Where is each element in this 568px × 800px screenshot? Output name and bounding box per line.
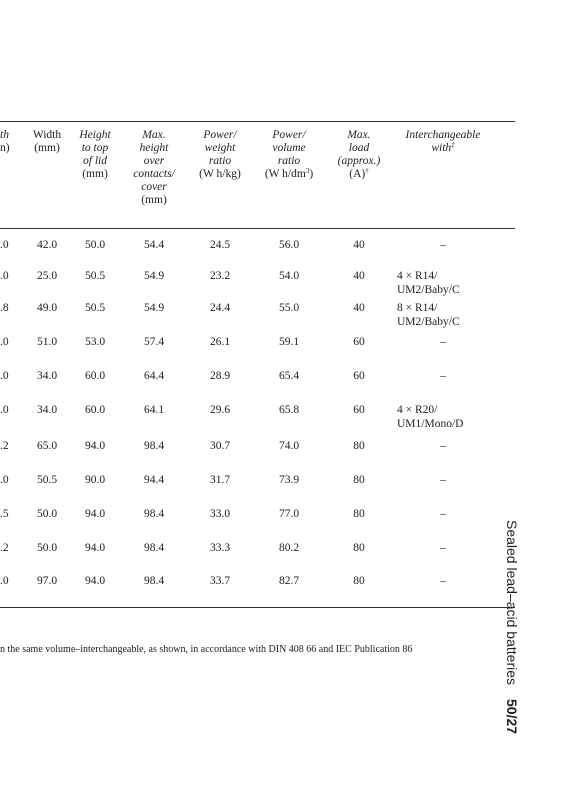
column-header [67, 129, 123, 181]
column-header-line: Power/ [203, 129, 237, 141]
column-header-line: weight [204, 142, 236, 154]
table-cell: 60 [353, 370, 365, 382]
table-cell: .5 [0, 508, 9, 520]
table-cell: 94.0 [84, 542, 106, 554]
table-cell: .2 [0, 542, 9, 554]
table-cell: 98.4 [143, 542, 165, 554]
table-cell: 50.0 [84, 239, 106, 251]
interchangeable-cell: – [440, 336, 446, 348]
column-header [190, 129, 250, 181]
table-cell: 50.5 [84, 270, 106, 282]
column-header-line: Interchangeable [405, 129, 481, 141]
table-cell: 98.4 [143, 575, 165, 587]
interchangeable-cell: 8 × R14/ [397, 302, 438, 314]
table-top-rule [0, 121, 515, 122]
column-header-line: (A)† [349, 167, 369, 180]
interchangeable-cell: 4 × R14/ [397, 270, 438, 282]
table-cell: 33.3 [209, 542, 231, 554]
table-cell: 50.5 [84, 302, 106, 314]
superscript: 3 [305, 167, 310, 175]
table-cell: .0 [0, 404, 9, 416]
table-cell: 40 [353, 270, 365, 282]
column-header-line: Max. [142, 129, 166, 141]
table-cell: 90.0 [84, 474, 106, 486]
table-cell: 65.0 [36, 440, 58, 452]
table-cell: 94.0 [84, 508, 106, 520]
table-cell: 80 [353, 508, 365, 520]
table-cell: .2 [0, 440, 9, 452]
table-footnote: n the same volume–interchangeable, as shown, in accordance with DIN 408 66 and IEC Publication 86 [0, 644, 413, 655]
table-cell: 50.0 [36, 542, 58, 554]
interchangeable-cell-line2: UM2/Baby/C [397, 284, 460, 296]
table-cell: .8 [0, 302, 9, 314]
column-header-line: contacts/ [133, 168, 175, 180]
running-head [502, 520, 522, 735]
table-cell: 33.7 [209, 575, 231, 587]
column-header-line: (mm) [34, 142, 60, 154]
table-cell: 64.1 [143, 404, 165, 416]
interchangeable-cell-line2: UM1/Mono/D [397, 418, 464, 430]
table-cell: 82.7 [278, 575, 300, 587]
table-bottom-rule [0, 607, 515, 608]
column-header-line: (W h/kg) [199, 168, 241, 180]
table-cell: 23.2 [209, 270, 231, 282]
table-cell: 65.4 [278, 370, 300, 382]
table-cell: 33.0 [209, 508, 231, 520]
column-header-line: of lid [83, 155, 107, 167]
table-cell: 80 [353, 440, 365, 452]
table-cell: 49.0 [36, 302, 58, 314]
column-header-line: ratio [208, 155, 232, 167]
table-cell: 80 [353, 575, 365, 587]
column-header-line: (approx.) [337, 155, 381, 167]
dagger-mark: † [365, 167, 369, 175]
interchangeable-cell: – [440, 542, 446, 554]
column-header [122, 129, 186, 207]
table-cell: .0 [0, 239, 9, 251]
table-header-rule [0, 228, 515, 229]
table-cell: 24.4 [209, 302, 231, 314]
table-cell: 97.0 [36, 575, 58, 587]
column-header-line: to top [81, 142, 109, 154]
interchangeable-cell: – [440, 575, 446, 587]
table-cell: 50.0 [36, 508, 58, 520]
column-header-line: Height [79, 129, 111, 141]
table-cell: 56.0 [278, 239, 300, 251]
column-header-line: volume [272, 142, 306, 154]
table-cell: 26.1 [209, 336, 231, 348]
table-cell: 54.9 [143, 302, 165, 314]
table-cell: 98.4 [143, 440, 165, 452]
interchangeable-cell: – [440, 239, 446, 251]
table-cell: 94.0 [84, 575, 106, 587]
footnote-mark: ‡ [451, 141, 455, 149]
table-cell: 74.0 [278, 440, 300, 452]
table-cell: 34.0 [36, 370, 58, 382]
column-header [393, 129, 493, 155]
table-cell: .0 [0, 474, 9, 486]
column-header-line: height [139, 142, 169, 154]
table-cell: 31.7 [209, 474, 231, 486]
table-cell: 98.4 [143, 508, 165, 520]
table-cell: 25.0 [36, 270, 58, 282]
table-cell: 24.5 [209, 239, 231, 251]
table-cell: .0 [0, 370, 9, 382]
column-header-line: Power/ [272, 129, 306, 141]
column-header [27, 129, 67, 155]
table-cell: 30.7 [209, 440, 231, 452]
table-cell: 80 [353, 542, 365, 554]
table-cell: 55.0 [278, 302, 300, 314]
table-cell: 51.0 [36, 336, 58, 348]
interchangeable-cell: – [440, 440, 446, 452]
table-cell: 57.4 [143, 336, 165, 348]
table-cell: .0 [0, 270, 9, 282]
table-cell: 80.2 [278, 542, 300, 554]
table-cell: 28.9 [209, 370, 231, 382]
column-header-line: over [143, 155, 165, 167]
column-header [254, 129, 324, 181]
column-header [327, 129, 391, 181]
interchangeable-cell: – [440, 508, 446, 520]
table-cell: 73.9 [278, 474, 300, 486]
table-cell: 60 [353, 404, 365, 416]
table-cell: 60.0 [84, 404, 106, 416]
table-cell: 54.4 [143, 239, 165, 251]
column-header-line: (mm) [141, 194, 167, 206]
table-cell: 42.0 [36, 239, 58, 251]
table-cell: 34.0 [36, 404, 58, 416]
column-header-line: with‡ [431, 141, 455, 154]
interchangeable-cell: – [440, 370, 446, 382]
table-cell: 53.0 [84, 336, 106, 348]
table-cell: 64.4 [143, 370, 165, 382]
table-cell: 54.9 [143, 270, 165, 282]
table-cell: 50.5 [36, 474, 58, 486]
running-head-title: Sealed lead–acid batteries [504, 520, 520, 686]
table-cell: 29.6 [209, 404, 231, 416]
column-header-line: cover [141, 181, 167, 193]
interchangeable-cell: – [440, 474, 446, 486]
page-number: 50/27 [504, 699, 520, 735]
table-cell: 80 [353, 474, 365, 486]
column-header-line: Width [32, 129, 62, 141]
table-cell: 60 [353, 336, 365, 348]
table-cell: 65.8 [278, 404, 300, 416]
table-cell: 40 [353, 239, 365, 251]
table-cell: 59.1 [278, 336, 300, 348]
table-cell: 60.0 [84, 370, 106, 382]
interchangeable-cell: 4 × R20/ [397, 404, 438, 416]
table-cell: .0 [0, 336, 9, 348]
column-header-line: (W $h/dm^3$) [264, 167, 314, 180]
table-cell: .0 [0, 575, 9, 587]
table-cell: 54.0 [278, 270, 300, 282]
column-header-line: th [0, 129, 9, 141]
table-cell: 94.4 [143, 474, 165, 486]
column-header-line: ratio [277, 155, 301, 167]
interchangeable-cell-line2: UM2/Baby/C [397, 316, 460, 328]
table-cell: 77.0 [278, 508, 300, 520]
table-cell: 40 [353, 302, 365, 314]
column-header-line: n) [0, 142, 10, 154]
column-header-line: Max. [347, 129, 371, 141]
table-cell: 94.0 [84, 440, 106, 452]
column-header-line: (mm) [82, 168, 108, 180]
column-header-line: load [348, 142, 370, 154]
